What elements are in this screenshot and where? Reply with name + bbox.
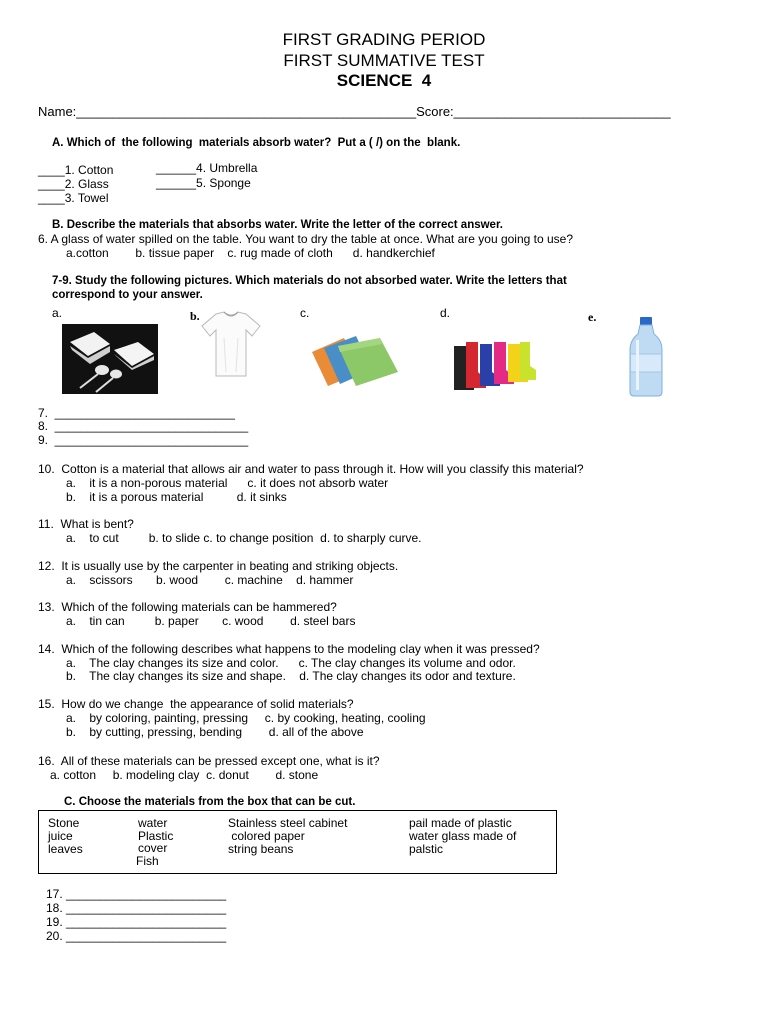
question-15-choices: b. by cutting, pressing, bending d. all of the above	[66, 725, 364, 739]
section-a-item: ____2. Glass	[38, 177, 109, 191]
box-item: palstic	[409, 842, 444, 856]
box-item: colored paper	[228, 829, 305, 843]
box-item: string beans	[228, 842, 294, 856]
title-summative-test: FIRST SUMMATIVE TEST	[283, 51, 485, 70]
box-item: leaves	[48, 842, 83, 856]
question-12: 12. It is usually use by the carpenter in beating and striking objects.	[38, 559, 399, 573]
box-item: juice	[48, 829, 73, 843]
picture-label-e: e.	[588, 310, 597, 324]
box-item: Plastic	[138, 829, 174, 843]
question-13-choices: a. tin can b. paper c. wood d. steel bars	[66, 614, 356, 628]
answer-line-17: 17. ________________________	[46, 887, 227, 901]
question-16: 16. All of these materials can be pressed except one, what is it?	[38, 754, 380, 768]
section-c-instruction: C. Choose the materials from the box that can be cut.	[64, 796, 356, 808]
question-14-choices: a. The clay changes its size and color. c. The clay changes its volume and odor.	[66, 656, 516, 670]
pictures-question-line1: 7-9. Study the following pictures. Which materials do not absorbed water. Write the letters that	[52, 275, 567, 287]
question-10-choices: b. it is a porous material d. it sinks	[66, 490, 287, 504]
plastic-plates-spoons-image	[62, 324, 158, 394]
pictures-question-line2: correspond to your answer.	[52, 289, 203, 301]
cloth-towels-image	[310, 332, 402, 392]
answer-line-8: 8. _____________________________	[38, 419, 249, 433]
section-a-item: ______4. Umbrella	[156, 161, 258, 175]
question-11-choices: a. to cut b. to slide c. to change position d. to sharply curve.	[66, 531, 422, 545]
answer-line-7: 7. ___________________________	[38, 406, 235, 420]
white-tshirt-image	[200, 308, 262, 380]
picture-label-c: c.	[300, 306, 310, 320]
section-a-item: ____1. Cotton	[38, 163, 114, 177]
picture-label-b: b.	[190, 309, 200, 323]
question-15-choices: a. by coloring, painting, pressing c. by cooking, heating, cooling	[66, 711, 426, 725]
question-10: 10. Cotton is a material that allows air and water to pass through it. How will you classify this material?	[38, 462, 584, 476]
title-subject: SCIENCE 4	[336, 71, 432, 90]
question-6-choices: a.cotton b. tissue paper c. rug made of cloth d. handkerchief	[66, 246, 435, 260]
name-score-line: Name:_______________________________________________Score:______________________________	[38, 104, 671, 119]
box-item: water glass made of	[409, 829, 517, 843]
box-item: pail made of plastic	[409, 816, 512, 830]
answer-line-19: 19. ________________________	[46, 915, 227, 929]
question-14: 14. Which of the following describes what happens to the modeling clay when it was pressed?	[38, 642, 540, 656]
question-11: 11. What is bent?	[38, 517, 134, 531]
question-14-choices: b. The clay changes its size and shape. d. The clay changes its odor and texture.	[66, 669, 516, 683]
box-item: Stone	[48, 816, 80, 830]
section-b-instruction: B. Describe the materials that absorbs water. Write the letter of the correct answer.	[52, 219, 503, 231]
question-6: 6. A glass of water spilled on the table. You want to dry the table at once. What are you going to use?	[38, 232, 574, 246]
answer-line-20: 20. ________________________	[46, 929, 227, 943]
water-bottle-image	[626, 316, 666, 398]
answer-line-9: 9. _____________________________	[38, 433, 249, 447]
answer-line-18: 18. ________________________	[46, 901, 227, 915]
section-a-instruction: A. Which of the following materials absorb water? Put a ( /) on the blank.	[52, 137, 461, 149]
box-item: Fish	[136, 854, 159, 868]
materials-box	[38, 810, 557, 874]
picture-label-a: a.	[52, 306, 63, 320]
question-10-choices: a. it is a non-porous material c. it does not absorb water	[66, 476, 389, 490]
section-a-item: ______5. Sponge	[156, 176, 251, 190]
picture-label-d: d.	[440, 306, 451, 320]
box-item: water	[138, 816, 168, 830]
box-item: cover	[138, 841, 168, 855]
title-grading-period: FIRST GRADING PERIOD	[282, 30, 486, 49]
rain-boots-image	[452, 336, 536, 394]
question-16-choices: a. cotton b. modeling clay c. donut d. stone	[50, 768, 319, 782]
question-13: 13. Which of the following materials can be hammered?	[38, 600, 337, 614]
box-item: Stainless steel cabinet	[228, 816, 348, 830]
question-12-choices: a. scissors b. wood c. machine d. hammer	[66, 573, 354, 587]
section-a-item: ____3. Towel	[38, 191, 109, 205]
question-15: 15. How do we change the appearance of solid materials?	[38, 697, 354, 711]
